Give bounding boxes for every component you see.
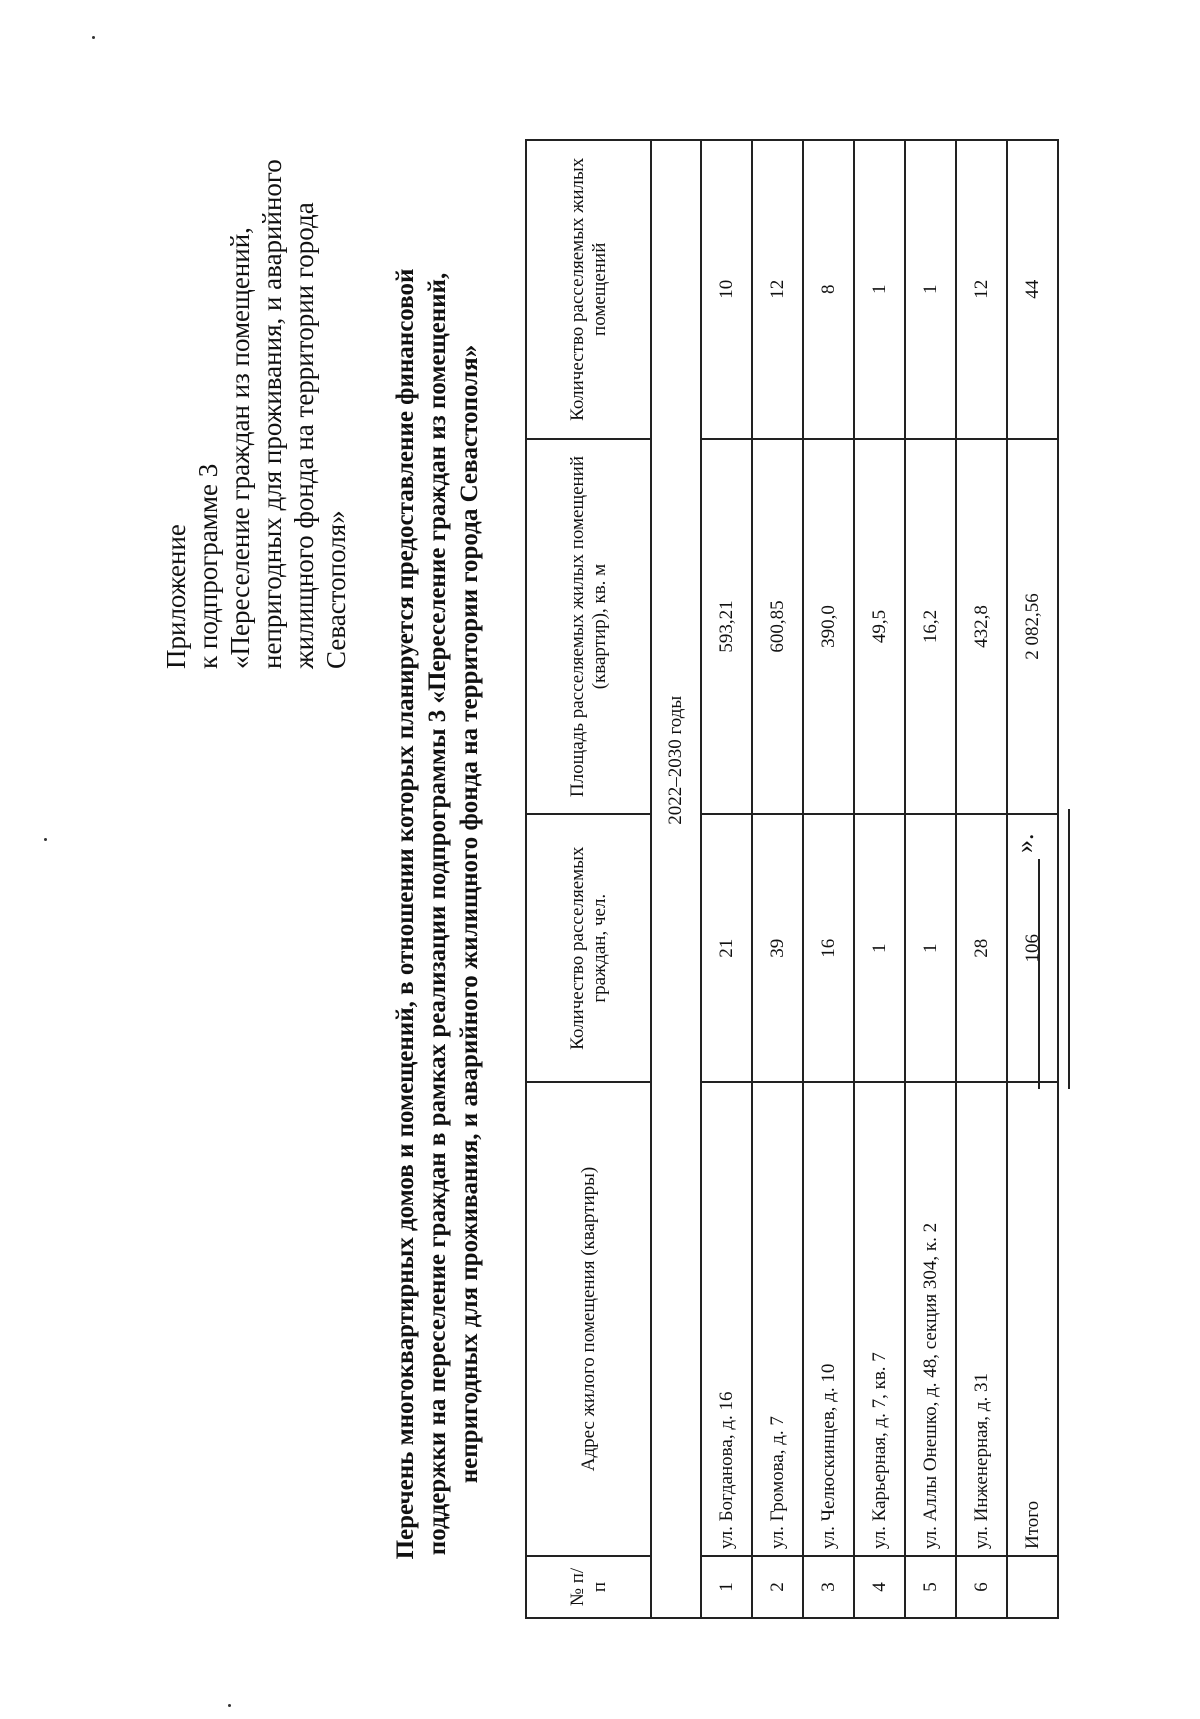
- table-row: [854, 140, 905, 1618]
- cell-num: 3: [803, 1556, 854, 1618]
- cell-rooms: 12: [752, 140, 803, 439]
- cell-num: 6: [956, 1556, 1007, 1618]
- header-address: Адрес жилого помещения (квартиры): [526, 1082, 651, 1556]
- total-rooms: 44: [1007, 140, 1058, 439]
- cell-citizens: 21: [701, 814, 752, 1082]
- title-line: поддержки на переселение граждан в рамках реализации подпрограммы 3 «Переселение граждан из помещений,: [424, 272, 451, 1556]
- appendix-line: непригодных для проживания, и аварийного: [257, 159, 287, 669]
- appendix-line: жилищного фонда на территории города: [289, 202, 319, 669]
- appendix-line: Приложение: [161, 524, 191, 669]
- cell-address: ул. Карьерная, д. 7, кв. 7: [854, 1082, 905, 1556]
- table-row: [752, 140, 803, 1618]
- cell-area: 390,0: [803, 439, 854, 815]
- header-num: № п/п: [526, 1556, 651, 1618]
- cell-area: 49,5: [854, 439, 905, 815]
- title-line: Перечень многоквартирных домов и помещений, в отношении которых планируется предоставление финансовой: [392, 268, 419, 1560]
- cell-rooms: 1: [854, 140, 905, 439]
- period-label: 2022–2030 годы: [651, 439, 701, 1082]
- table-row: [956, 140, 1007, 1618]
- header-citizens: Количество расселяемых граждан, чел.: [526, 814, 651, 1082]
- closing-quote: ».: [1010, 833, 1039, 853]
- cell-address: ул. Громова, д. 7: [752, 1082, 803, 1556]
- table-row: [905, 140, 956, 1618]
- table-row: [803, 140, 854, 1618]
- total-area: 2 082,56: [1007, 439, 1058, 815]
- header-rooms: Количество расселяемых жилых помещений: [526, 140, 651, 439]
- cell-citizens: 1: [905, 814, 956, 1082]
- housing-resettlement-table: [525, 139, 1059, 1619]
- appendix-line: к подпрограмме 3: [193, 463, 223, 669]
- cell-area: 593,21: [701, 439, 752, 815]
- appendix-line: Севастополя»: [321, 510, 351, 669]
- total-citizens: 106: [1007, 814, 1058, 1082]
- cell-rooms: 12: [956, 140, 1007, 439]
- total-label: Итого: [1007, 1082, 1058, 1556]
- cell-address: ул. Челюскинцев, д. 10: [803, 1082, 854, 1556]
- table-row: [701, 140, 752, 1618]
- cell-num: 4: [854, 1556, 905, 1618]
- period-row: [651, 140, 701, 1618]
- cell-address: ул. Инженерная, д. 31: [956, 1082, 1007, 1556]
- cell-address: ул. Аллы Онешко, д. 48, секция 304, к. 2: [905, 1082, 956, 1556]
- cell-citizens: 28: [956, 814, 1007, 1082]
- cell-area: 432,8: [956, 439, 1007, 815]
- table-header-row: [526, 140, 651, 1618]
- cell-num: 2: [752, 1556, 803, 1618]
- header-area: Площадь расселяемых жилых помещений (квартир), кв. м: [526, 439, 651, 815]
- title-line: непригодных для проживания, и аварийного жилищного фонда на территории города Севастополя»: [456, 344, 483, 1484]
- document-title: [390, 239, 486, 1589]
- cell-citizens: 39: [752, 814, 803, 1082]
- cell-num: 5: [905, 1556, 956, 1618]
- appendix-line: «Переселение граждан из помещений,: [225, 227, 255, 669]
- cell-num: 1: [701, 1556, 752, 1618]
- appendix-reference: [160, 29, 352, 669]
- cell-rooms: 8: [803, 140, 854, 439]
- cell-address: ул. Богданова, д. 16: [701, 1082, 752, 1556]
- cell-rooms: 10: [701, 140, 752, 439]
- cell-citizens: 1: [854, 814, 905, 1082]
- cell-citizens: 16: [803, 814, 854, 1082]
- cell-area: 600,85: [752, 439, 803, 815]
- cell-rooms: 1: [905, 140, 956, 439]
- closing-rule: [1068, 809, 1070, 1089]
- cell-area: 16,2: [905, 439, 956, 815]
- closing-underline: [1010, 859, 1040, 1089]
